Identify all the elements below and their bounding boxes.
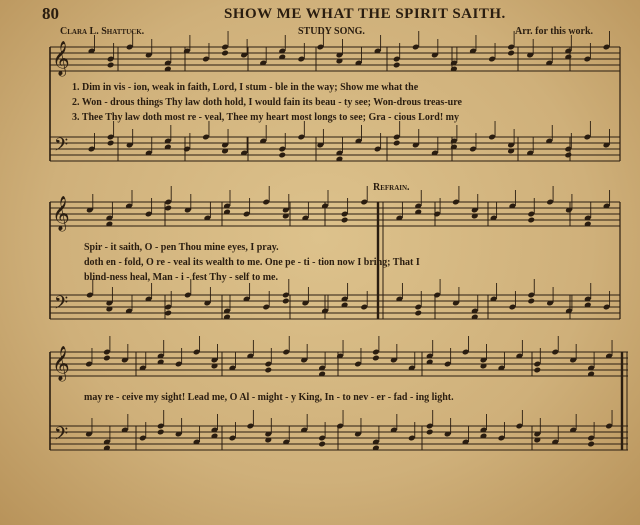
note-head <box>264 367 272 374</box>
lyric-system2-line-3: blind-ness heal, Man - i - fest Thy - self to me. <box>84 272 278 283</box>
note-head <box>164 310 172 317</box>
note-head <box>587 441 595 448</box>
note-head <box>527 298 535 305</box>
note-head <box>221 50 229 57</box>
note-head <box>103 355 111 362</box>
note-head <box>426 429 434 436</box>
lyric-system2-line-1: Spir - it saith, O - pen Thou mine eyes, I pray. <box>84 242 279 253</box>
note-head <box>393 62 401 69</box>
bass-clef-icon: 𝄢 <box>54 424 69 449</box>
song-subtitle: STUDY SONG. <box>298 26 365 37</box>
note-head <box>533 367 541 374</box>
refrain-label: Refrain. <box>373 182 410 193</box>
note-head <box>372 355 380 362</box>
treble-clef-icon: 𝄞 <box>52 346 70 381</box>
note-head <box>527 217 535 224</box>
lyric-system2-line-2: doth en - fold, O re - veal its wealth to me. One pe - ti - tion now I bring; That I <box>84 257 420 268</box>
note-head <box>318 441 326 448</box>
note-head <box>507 50 515 57</box>
note-head <box>341 217 349 224</box>
note-head <box>107 62 115 69</box>
lyric-verse-3-line: 3. Thee Thy law doth most re - veal, Thee my heart most longs to see; Gra - cious Lord! my <box>72 112 460 123</box>
lyric-verse-1-line: 1. Dim in vis - ion, weak in faith, Lord, I stum - ble in the way; Show me what the <box>72 82 419 93</box>
arrangement-credit: Arr. for this work. <box>515 26 594 37</box>
note-head <box>393 140 401 147</box>
author-credit: Clara L. Shattuck. <box>60 26 145 37</box>
note-head <box>107 140 115 147</box>
treble-clef-icon: 𝄞 <box>52 196 70 231</box>
note-head <box>414 310 422 317</box>
note-head <box>564 152 572 159</box>
bass-clef-icon: 𝄢 <box>54 135 69 160</box>
lyric-system3-line: may re - ceive my sight! Lead me, O Al - might - y King, In - to nev - er - fad - ing light. <box>84 392 454 403</box>
note-head <box>282 298 290 305</box>
lyric-verse-2-line: 2. Won - drous things Thy law doth hold, I would fain its beau - ty see; Won-drous treas-ure <box>72 97 462 108</box>
treble-clef-icon: 𝄞 <box>52 41 70 76</box>
note-head <box>157 429 165 436</box>
note-head <box>278 152 286 159</box>
bass-clef-icon: 𝄢 <box>54 293 69 318</box>
song-title: SHOW ME WHAT THE SPIRIT SAITH. <box>224 6 506 22</box>
page-number: 80 <box>42 4 59 23</box>
note-head <box>164 205 172 212</box>
